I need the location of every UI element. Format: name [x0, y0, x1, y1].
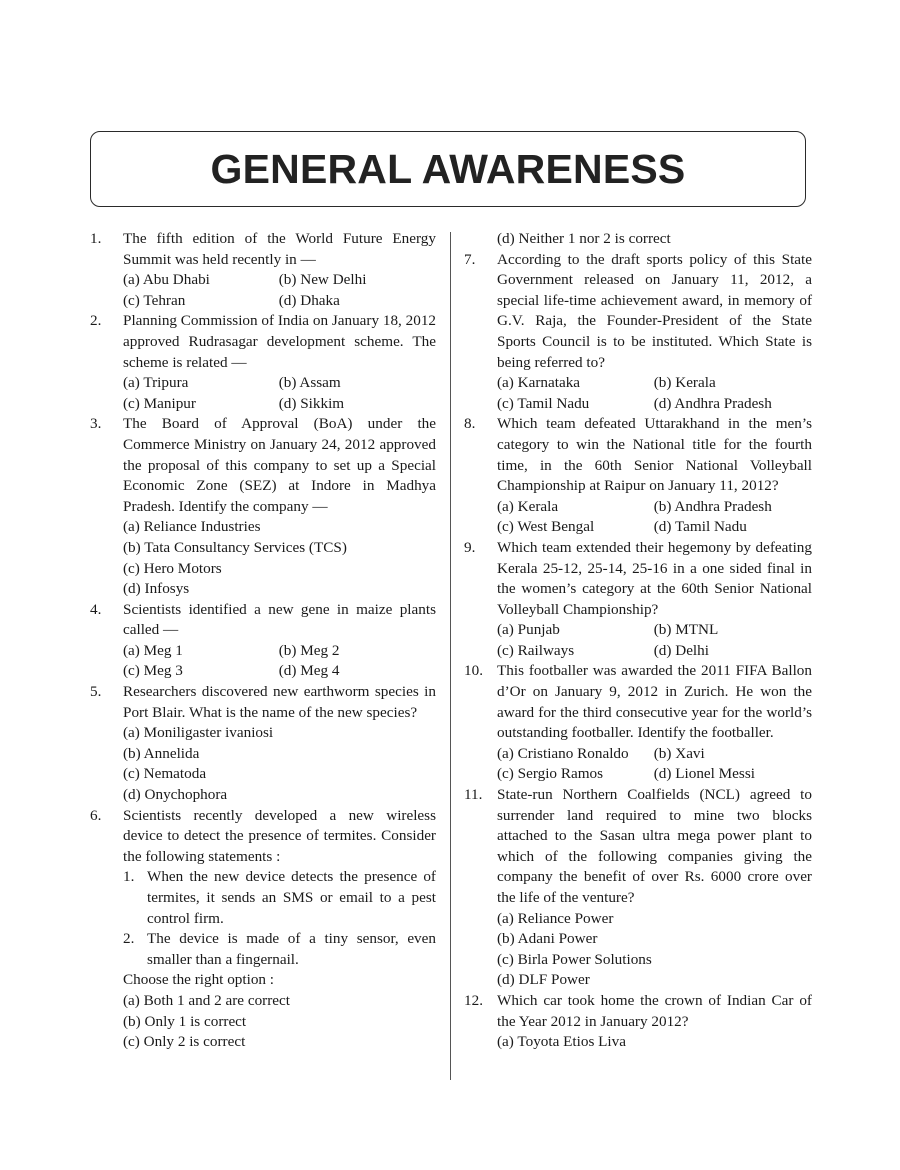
question-text: Which team extended their hegemony by defeating Kerala 25-12, 25-14, 25-16 in a one sided final in the women’s category at the 60th Senior National Volleyball Championship? [497, 538, 812, 618]
statement-text: When the new device detects the presence of termites, it sends an SMS or email to a pest control firm. [147, 868, 436, 927]
option-a: (a) Karnataka [497, 374, 581, 392]
question-number: 9. [464, 538, 476, 556]
option-a: (a) Cristiano Ronaldo [497, 744, 629, 762]
option-a: (a) Punjab [497, 621, 560, 639]
option-d: (d) Andhra Pradesh [653, 394, 772, 412]
option-c: (c) Tamil Nadu [497, 394, 590, 412]
option-c: (c) Only 2 is correct [123, 1033, 246, 1051]
question-text: Which team defeated Uttarakhand in the men’s category to win the National title for the fourth time, in the 60th Senior National Volleyball Championship at Raipur on January 11, 2012? [497, 415, 812, 495]
question-2 [90, 311, 436, 414]
option-a: (a) Both 1 and 2 are correct [123, 991, 290, 1009]
question-text: State-run Northern Coalfields (NCL) agreed to surrender land required to mine two blocks attached to the Sasan ultra mega power plant to which of the following companies giving the company the benefit of over Rs. 6000 crore over the life of the venture? [497, 786, 812, 906]
question-5 [90, 682, 436, 806]
option-b: (b) Assam [278, 374, 341, 392]
question-text: Planning Commission of India on January 18, 2012 approved Rudrasagar development scheme. The scheme is related — [123, 312, 437, 371]
option-a: (a) Moniligaster ivaniosi [123, 724, 274, 742]
question-number: 8. [464, 415, 476, 433]
question-4 [90, 600, 436, 682]
option-b: (b) Andhra Pradesh [653, 497, 772, 515]
statement-1 [123, 867, 436, 929]
option-b: (b) Meg 2 [278, 641, 340, 659]
question-number: 7. [464, 250, 476, 268]
statement-2 [123, 929, 436, 970]
right-column [464, 229, 812, 1053]
option-d: (d) Lionel Messi [653, 765, 755, 783]
option-b: (b) Only 1 is correct [123, 1012, 247, 1030]
question-text: Scientists recently developed a new wireless device to detect the presence of termites. Consider the following statements : [123, 806, 436, 865]
option-d: (d) Meg 4 [278, 662, 340, 680]
page-title: GENERAL AWARENESS [210, 145, 686, 192]
question-text: According to the draft sports policy of this State Government released on January 11, 2012, a special life-time achievement award, in memory of G.V. Raja, the Founder-President of the State Sports Council is to be instituted. Which State is being referred to? [497, 250, 812, 371]
option-c: (c) Nematoda [123, 765, 207, 783]
question-number: 12. [464, 991, 483, 1009]
left-column [90, 229, 436, 1053]
question-3 [90, 414, 436, 599]
option-d: (d) DLF Power [497, 971, 590, 989]
option-b: (b) Tata Consultancy Services (TCS) [123, 538, 347, 556]
option-d: (d) Tamil Nadu [653, 518, 747, 536]
question-9 [464, 538, 812, 662]
question-number: 4. [90, 600, 102, 618]
option-b: (b) MTNL [653, 621, 719, 639]
option-a: (a) Reliance Industries [123, 518, 261, 536]
statement-number: 1. [123, 868, 135, 886]
question-text: This footballer was awarded the 2011 FIFA Ballon d’Or on January 9, 2012 in Zurich. He won the award for the third consecutive year for the world’s outstanding footballer. Identify the footballer. [497, 662, 812, 742]
question-number: 10. [464, 662, 483, 680]
question-number: 3. [90, 415, 102, 433]
statement-number: 2. [123, 930, 135, 948]
question-text: Researchers discovered new earthworm species in Port Blair. What is the name of the new species? [123, 683, 436, 721]
option-c: (c) Sergio Ramos [497, 765, 604, 783]
question-12 [464, 991, 812, 1053]
question-text: The Board of Approval (BoA) under the Commerce Ministry on January 24, 2012 approved the proposal of this company to set up a Special Economic Zone (SEZ) at Indore in Madhya Pradesh. Identify the company — [123, 415, 436, 515]
option-b: (b) Kerala [653, 374, 716, 392]
option-c: (c) Tehran [123, 291, 186, 309]
option-c: (c) West Bengal [497, 518, 595, 536]
option-d: (d) Delhi [653, 641, 709, 659]
option-c: (c) Hero Motors [123, 559, 222, 577]
option-a: (a) Toyota Etios Liva [497, 1033, 626, 1051]
option-b: (b) Annelida [123, 744, 200, 762]
question-prompt: Choose the right option : [123, 971, 275, 989]
option-d: (d) Onychophora [123, 786, 228, 804]
question-text: Scientists identified a new gene in maize plants called — [123, 600, 436, 639]
question-text: Which car took home the crown of Indian Car of the Year 2012 in January 2012? [497, 991, 812, 1030]
option-b: (b) New Delhi [278, 271, 367, 289]
option-c: (c) Birla Power Solutions [497, 950, 652, 968]
question-number: 6. [90, 806, 102, 824]
option-a: (a) Meg 1 [123, 641, 183, 659]
option-a: (a) Reliance Power [497, 909, 614, 927]
question-10 [464, 661, 812, 785]
option-a: (a) Tripura [123, 374, 189, 392]
option-d: (d) Infosys [123, 580, 190, 598]
column-divider [450, 232, 451, 1080]
option-b: (b) Xavi [653, 744, 705, 762]
option-c: (c) Meg 3 [123, 662, 183, 680]
question-number: 5. [90, 683, 102, 701]
question-1 [90, 229, 436, 311]
question-number: 11. [464, 786, 483, 804]
question-7 [464, 250, 812, 415]
question-number: 1. [90, 230, 102, 247]
option-c: (c) Railways [497, 641, 575, 659]
statement-text: The device is made of a tiny sensor, even smaller than a fingernail. [147, 930, 436, 968]
question-6 [90, 806, 436, 1053]
section-title-box [90, 131, 806, 207]
option-a: (a) Kerala [497, 497, 559, 515]
option-c: (c) Manipur [123, 394, 196, 412]
option-a: (a) Abu Dhabi [123, 271, 210, 289]
option-d: (d) Dhaka [278, 291, 340, 309]
option-d-continued: (d) Neither 1 nor 2 is correct [497, 230, 671, 247]
question-8 [464, 414, 812, 538]
question-11 [464, 785, 812, 991]
question-text: The fifth edition of the World Future Energy Summit was held recently in — [123, 230, 436, 268]
option-d: (d) Sikkim [278, 394, 345, 412]
question-number: 2. [90, 312, 102, 330]
option-b: (b) Adani Power [497, 930, 598, 948]
